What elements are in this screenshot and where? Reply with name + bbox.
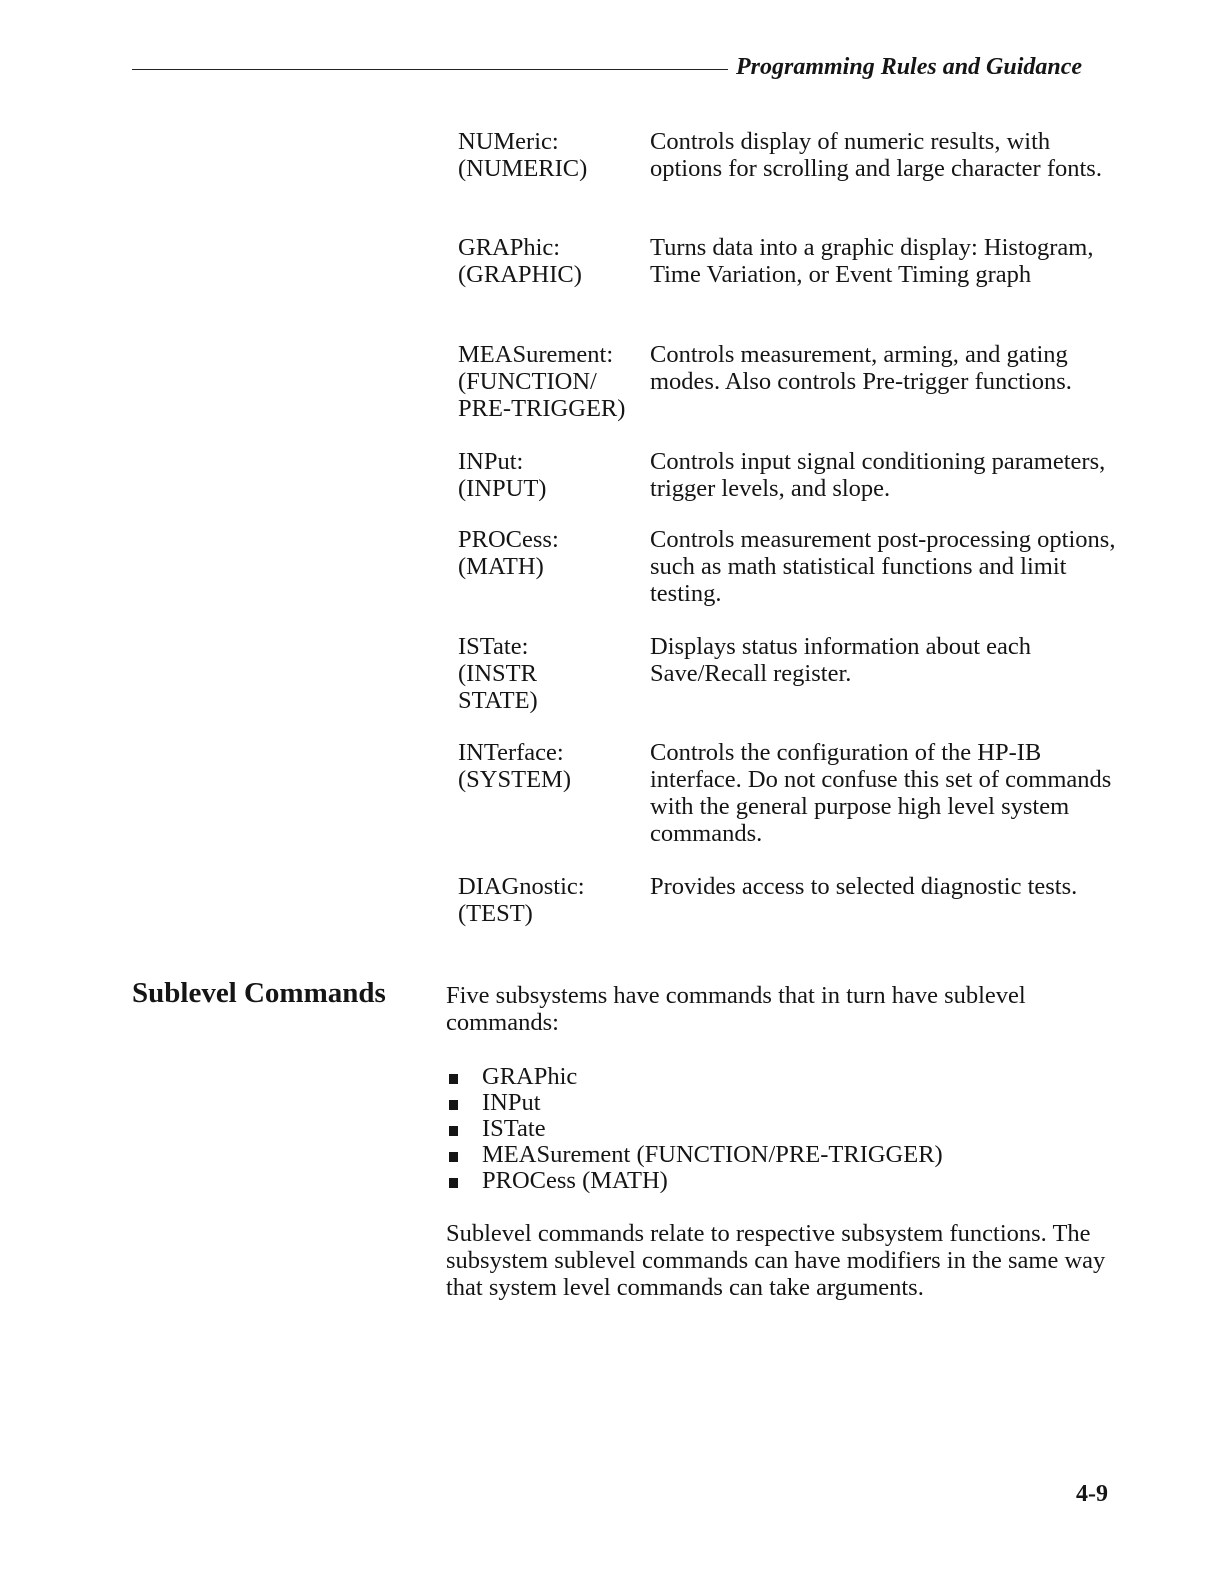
command-description: Controls the configuration of the HP-IB interface. Do not confuse this set of commands with the general purpose high level system commands. <box>650 739 1112 847</box>
section-intro-paragraph: Five subsystems have commands that in turn have sublevel commands: <box>446 982 1026 1036</box>
command-row-diagnostic <box>458 873 1118 933</box>
command-description: Controls measurement post-processing options, such as math statistical functions and limit testing. <box>650 526 1116 607</box>
command-name <box>458 234 650 341</box>
command-name <box>458 128 650 234</box>
command-name <box>458 448 650 526</box>
command-name-line: (FUNCTION/ <box>458 368 597 395</box>
command-name-line: (INPUT) <box>458 475 547 502</box>
command-row-measurement <box>458 341 1118 448</box>
command-name-line: (SYSTEM) <box>458 766 571 793</box>
command-table <box>458 128 1118 933</box>
section-closing-paragraph: Sublevel commands relate to respective subsystem functions. The subsystem sublevel commands can have modifiers in the same way that system level commands can take arguments. <box>446 1220 1106 1301</box>
list-item-text: ISTate <box>482 1115 546 1142</box>
command-description: Controls input signal conditioning parameters, trigger levels, and slope. <box>650 448 1106 502</box>
command-row-interface <box>458 739 1118 873</box>
command-description: Displays status information about each Save/Recall register. <box>650 633 1032 687</box>
command-name-line: PROCess: <box>458 526 559 553</box>
command-name <box>458 873 650 933</box>
command-description: Controls measurement, arming, and gating modes. Also controls Pre-trigger functions. <box>650 341 1072 395</box>
command-name-line: (MATH) <box>458 553 544 580</box>
command-name-line: DIAGnostic: <box>458 873 585 900</box>
header-rule <box>132 69 728 70</box>
command-name <box>458 633 650 739</box>
command-name <box>458 739 650 873</box>
command-name-line: MEASurement: <box>458 341 614 368</box>
list-item <box>446 1090 1106 1116</box>
command-row-istate <box>458 633 1118 739</box>
command-name-line: (NUMERIC) <box>458 155 588 182</box>
command-name <box>458 341 650 448</box>
list-item-text: PROCess (MATH) <box>482 1167 668 1194</box>
list-item-text: MEASurement (FUNCTION/PRE-TRIGGER) <box>482 1141 943 1168</box>
page-number: 4-9 <box>1076 1481 1108 1507</box>
list-item <box>446 1142 1106 1168</box>
running-header: Programming Rules and Guidance <box>736 54 1083 80</box>
list-item <box>446 1168 1106 1194</box>
command-name-line: GRAPhic: <box>458 234 561 261</box>
list-item <box>446 1116 1106 1142</box>
square-bullet-icon <box>449 1100 458 1110</box>
command-name-line: (GRAPHIC) <box>458 261 582 288</box>
command-row-input <box>458 448 1118 526</box>
command-row-process <box>458 526 1118 633</box>
command-name-line: STATE) <box>458 687 538 714</box>
command-name-line: INPut: <box>458 448 524 475</box>
square-bullet-icon <box>449 1126 458 1136</box>
command-row-numeric <box>458 128 1118 234</box>
command-name <box>458 526 650 633</box>
command-name-line: (INSTR <box>458 660 537 687</box>
list-item-text: GRAPhic <box>482 1063 578 1090</box>
square-bullet-icon <box>449 1178 458 1188</box>
list-item-text: INPut <box>482 1089 541 1116</box>
command-description: Turns data into a graphic display: Histogram, Time Variation, or Event Timing graph <box>650 234 1094 288</box>
command-name-line: PRE-TRIGGER) <box>458 395 626 422</box>
square-bullet-icon <box>449 1152 458 1162</box>
command-name-line: (TEST) <box>458 900 533 927</box>
command-description: Controls display of numeric results, with options for scrolling and large character fonts. <box>650 128 1102 182</box>
command-row-graphic <box>458 234 1118 341</box>
command-name-line: NUMeric: <box>458 128 559 155</box>
command-name-line: INTerface: <box>458 739 564 766</box>
subsystem-bullet-list <box>446 1064 1106 1194</box>
list-item <box>446 1064 1106 1090</box>
section-heading: Sublevel Commands <box>132 977 386 1009</box>
command-name-line: ISTate: <box>458 633 529 660</box>
command-description: Provides access to selected diagnostic tests. <box>650 873 1078 900</box>
square-bullet-icon <box>449 1074 458 1084</box>
